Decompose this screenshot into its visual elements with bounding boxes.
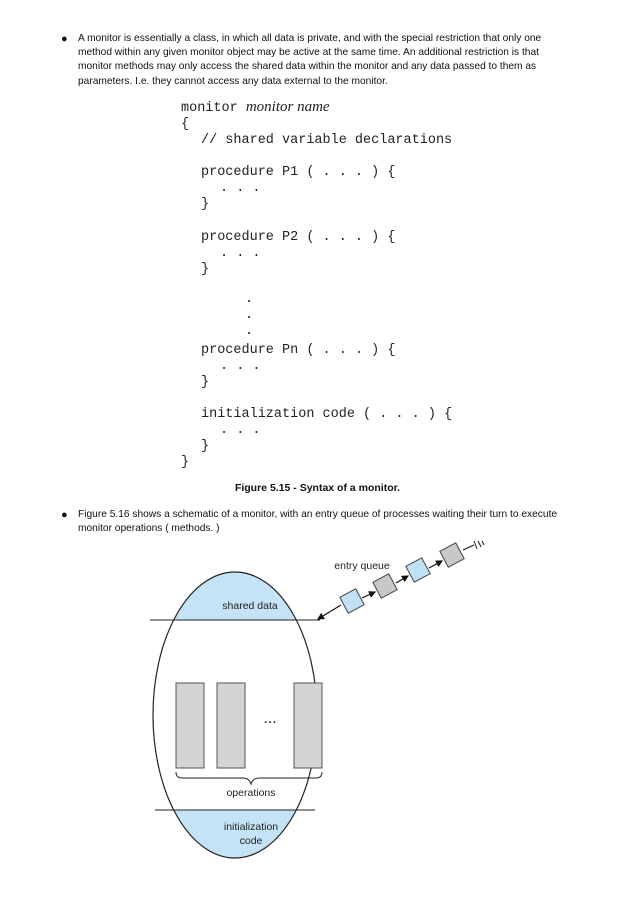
operation-box <box>294 683 322 768</box>
code-final-brace: } <box>181 455 190 470</box>
queue-link <box>396 576 408 583</box>
code-close-brace: } <box>201 262 210 277</box>
code-vertical-dot: . <box>245 324 254 339</box>
code-body-dots: . . . <box>220 246 261 261</box>
code-line-monitor <box>181 99 330 116</box>
paragraph-text: Figure 5.16 shows a schematic of a monitor, with an entry queue of processes waiting their turn to execute monitor operations ( methods. ) <box>78 509 558 535</box>
code-vertical-dot: . <box>245 308 254 323</box>
queue-link <box>362 592 375 598</box>
monitor-keyword: monitor <box>181 101 238 116</box>
code-body-dots: . . . <box>220 359 261 374</box>
code-procedure-pn: procedure Pn ( . . . ) { <box>201 343 396 358</box>
paragraph-text: A monitor is essentially a class, in which all data is private, and with the special restriction that only one method within any given monitor object may be active at the same time. An additional restriction is that monitor methods may only access the shared data within the monitor and any data passed to them as parameters. I.e. they cannot access any data external to the monitor. <box>78 33 542 87</box>
queue-link <box>429 561 442 568</box>
queue-process <box>373 574 397 598</box>
queue-arrow <box>318 605 341 619</box>
code-open-brace: { <box>181 117 190 132</box>
initialization-label-code: code <box>239 835 263 847</box>
paragraph-figure-description <box>61 508 568 536</box>
code-body-dots: . . . <box>220 423 261 438</box>
operations-ellipsis: ... <box>263 710 277 727</box>
operation-box <box>176 683 204 768</box>
bullet-icon: ● <box>61 509 68 521</box>
queue-process <box>340 589 364 613</box>
monitor-schematic <box>0 540 635 870</box>
initialization-label: initialization <box>223 821 279 833</box>
operations-brace <box>176 772 322 784</box>
entry-queue-label: entry queue <box>334 560 390 572</box>
code-close-brace: } <box>201 197 210 212</box>
monitor-name: monitor name <box>245 99 330 115</box>
code-procedure-p2: procedure P2 ( . . . ) { <box>201 230 396 245</box>
code-vertical-dot: . <box>245 292 254 307</box>
paragraph-monitor-description <box>61 32 568 89</box>
code-close-brace: } <box>201 375 210 390</box>
code-close-brace: } <box>201 439 210 454</box>
operation-box <box>217 683 245 768</box>
queue-process <box>440 543 464 567</box>
ground-icon <box>463 541 484 550</box>
queue-process <box>406 558 430 582</box>
code-initialization: initialization code ( . . . ) { <box>201 407 453 422</box>
code-body-dots: . . . <box>220 181 261 196</box>
shared-data-label: shared data <box>222 600 278 612</box>
code-comment: // shared variable declarations <box>201 133 453 148</box>
figure-caption: Figure 5.15 - Syntax of a monitor. <box>234 482 401 494</box>
operations-label: operations <box>226 787 276 799</box>
bullet-icon: ● <box>61 33 68 45</box>
shared-data-band <box>140 570 340 620</box>
code-procedure-p1: procedure P1 ( . . . ) { <box>201 165 396 180</box>
